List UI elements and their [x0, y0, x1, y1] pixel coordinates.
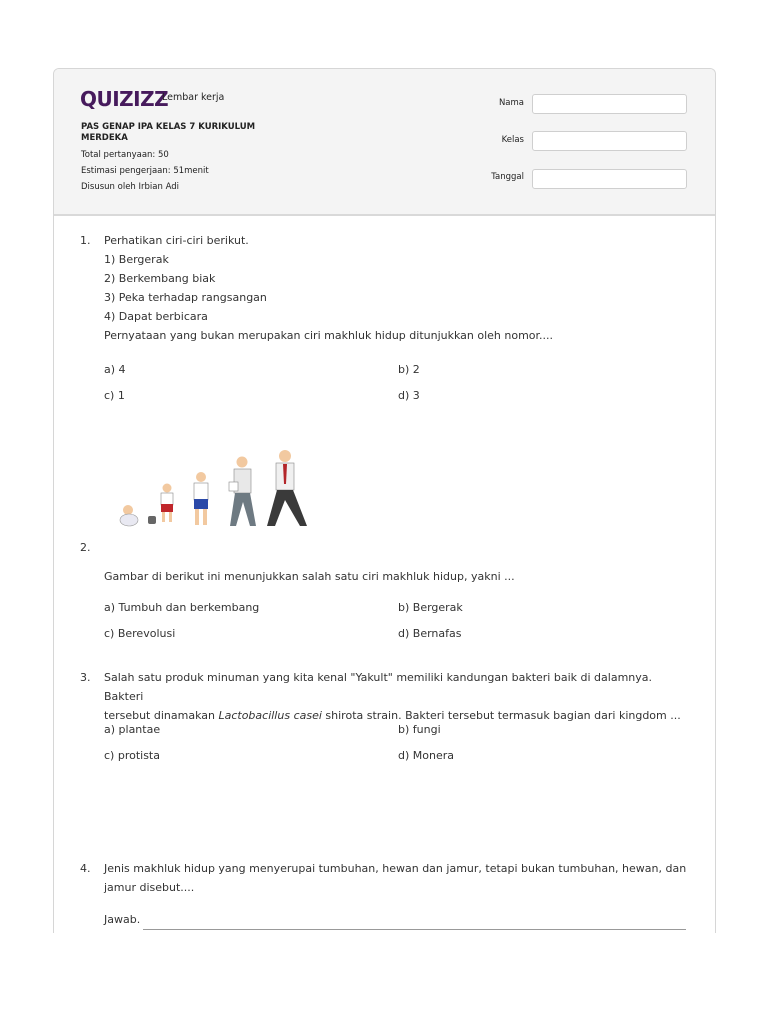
adult-man-figure [267, 450, 307, 526]
q3-option-d: d) Monera [398, 749, 454, 762]
q1-option-b: b) 2 [398, 363, 420, 376]
q3-species-name: Lactobacillus casei [218, 709, 322, 722]
student-figure [194, 472, 208, 525]
q4-line-1: Jenis makhluk hidup yang menyerupai tumbuhan, hewan dan jamur, tetapi bukan tumbuhan, hewan, dan [104, 862, 687, 875]
q1-line: 3) Peka terhadap rangsangan [104, 291, 267, 304]
q3-option-c: c) protista [104, 749, 160, 762]
young-man-figure [229, 457, 256, 527]
time-estimate: Estimasi pengerjaan: 51menit [81, 166, 209, 176]
quizizz-logo: QUIZIZZ [80, 87, 169, 111]
child-figure [161, 484, 173, 523]
worksheet-title: PAS GENAP IPA KELAS 7 KURIKULUM MERDEKA [81, 122, 256, 143]
kelas-label: Kelas [501, 135, 524, 145]
q4-text [104, 859, 694, 897]
q1-line: 4) Dapat berbicara [104, 310, 208, 323]
q3-option-b: b) fungi [398, 723, 441, 736]
q3-line-1: Salah satu produk minuman yang kita kenal "Yakult" memiliki kandungan bakteri baik di dalamnya. Bakteri [104, 671, 652, 703]
q2-number: 2. [80, 541, 91, 554]
q2-text: Gambar di berikut ini menunjukkan salah satu ciri makhluk hidup, yakni ... [104, 570, 515, 583]
worksheet-header [54, 69, 715, 216]
nama-field[interactable] [532, 94, 687, 114]
q3-line-2-end: shirota strain. Bakteri tersebut termasuk bagian dari kingdom ... [321, 709, 681, 722]
kelas-field[interactable] [532, 131, 687, 151]
q1-option-a: a) 4 [104, 363, 126, 376]
worksheet-type-label: Lembar kerja [162, 92, 225, 103]
q1-line: Pernyataan yang bukan merupakan ciri makhluk hidup ditunjukkan oleh nomor.... [104, 329, 554, 342]
q2-option-b: b) Bergerak [398, 601, 463, 614]
q1-number: 1. [80, 234, 91, 247]
q4-line-2: jamur disebut.... [104, 881, 195, 894]
nama-label: Nama [498, 98, 524, 108]
human-growth-illustration [115, 448, 315, 530]
q1-line: 1) Bergerak [104, 253, 169, 266]
q1-line: Perhatikan ciri-ciri berikut. [104, 234, 249, 247]
q4-answer-line[interactable] [143, 929, 686, 930]
q1-line: 2) Berkembang biak [104, 272, 216, 285]
tanggal-label: Tanggal [491, 172, 524, 182]
q3-line-2-start: tersebut dinamakan [104, 709, 219, 722]
total-questions: Total pertanyaan: 50 [81, 150, 169, 160]
author: Disusun oleh Irbian Adi [81, 182, 179, 192]
q2-option-d: d) Bernafas [398, 627, 462, 640]
q1-option-d: d) 3 [398, 389, 420, 402]
q3-option-a: a) plantae [104, 723, 161, 736]
tanggal-field[interactable] [532, 169, 687, 189]
q2-option-a: a) Tumbuh dan berkembang [104, 601, 260, 614]
q4-answer-label: Jawab. [104, 913, 141, 926]
baby-figure [120, 505, 156, 526]
q4-number: 4. [80, 862, 91, 875]
q3-number: 3. [80, 671, 91, 684]
q3-text [104, 668, 694, 725]
q2-option-c: c) Berevolusi [104, 627, 176, 640]
q1-option-c: c) 1 [104, 389, 125, 402]
q1-text [104, 231, 553, 345]
